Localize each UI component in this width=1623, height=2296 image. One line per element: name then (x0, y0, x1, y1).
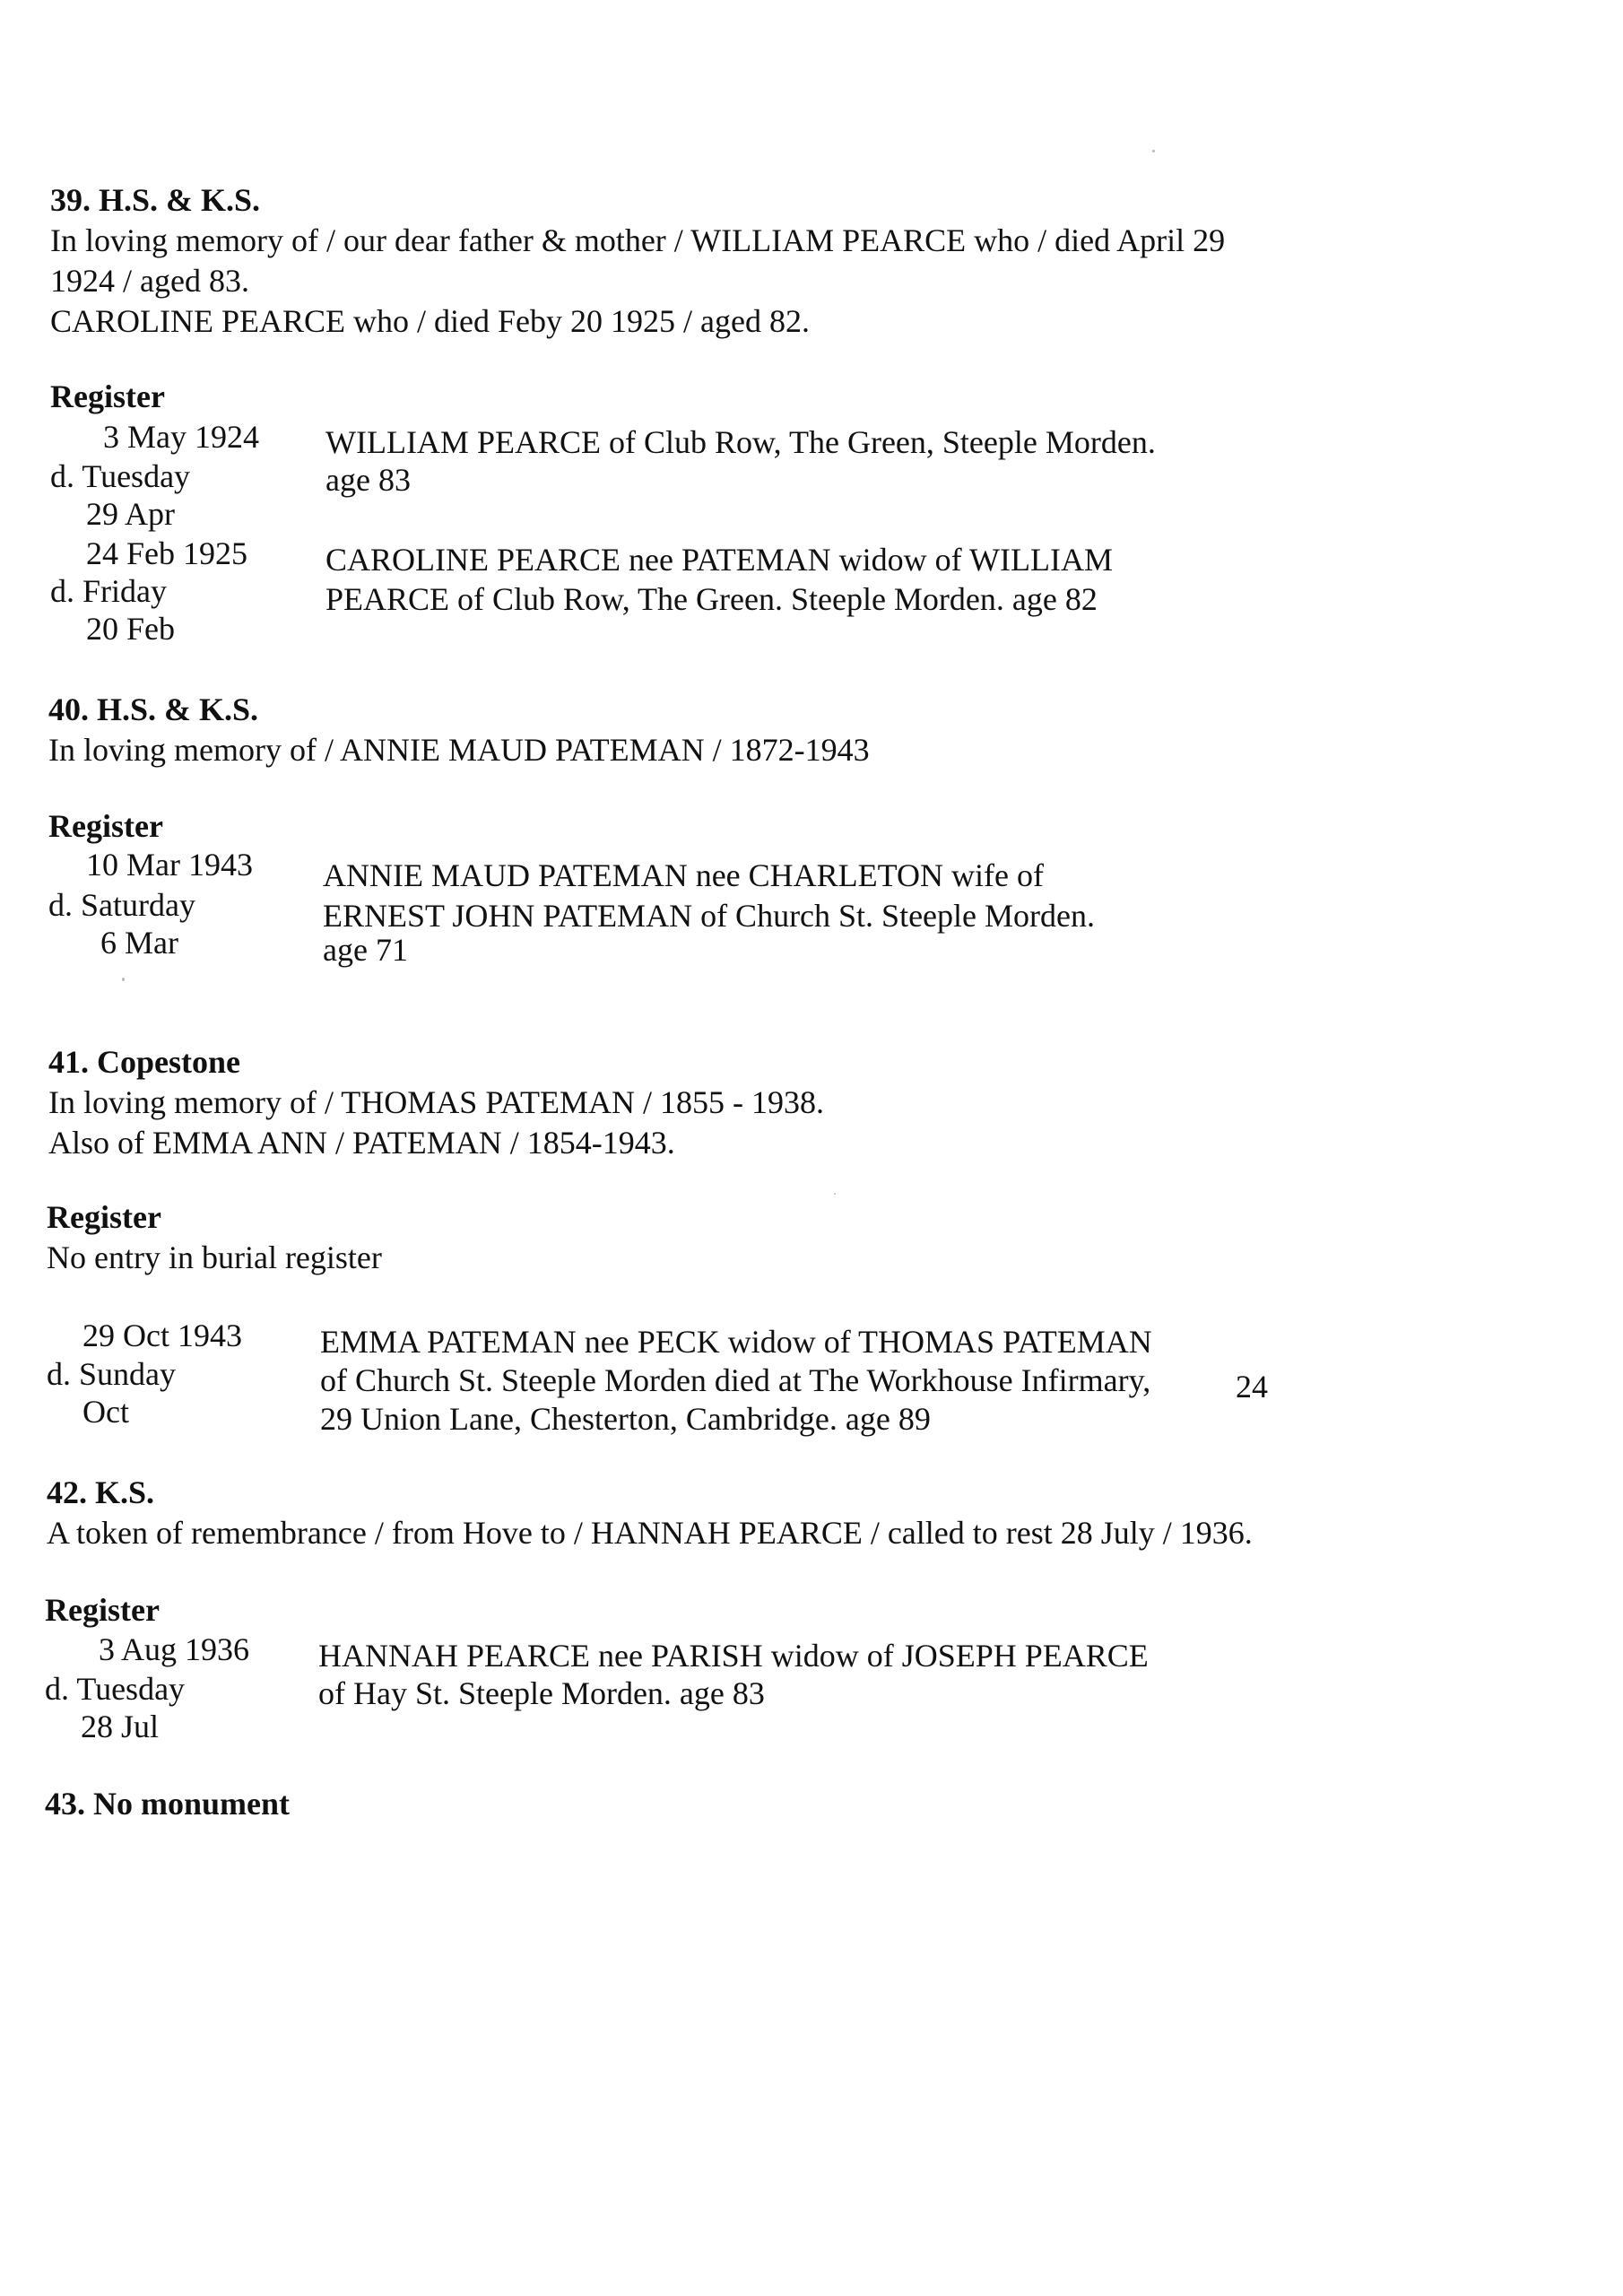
register-detail: CAROLINE PEARCE nee PATEMAN widow of WILLIAM (325, 542, 1113, 578)
register-detail: EMMA PATEMAN nee PECK widow of THOMAS PATEMAN (320, 1324, 1152, 1360)
inscription-line: In loving memory of / ANNIE MAUD PATEMAN / 1872-1943 (48, 732, 870, 768)
inscription-line: A token of remembrance / from Hove to / HANNAH PEARCE / called to rest 28 July / 1936. (47, 1515, 1253, 1551)
entry-heading: 39. H.S. & K.S. (50, 182, 261, 218)
register-death-date: Oct (82, 1394, 129, 1430)
register-date: 3 Aug 1936 (99, 1631, 250, 1667)
register-detail: age 71 (323, 932, 408, 968)
register-detail: ANNIE MAUD PATEMAN nee CHARLETON wife of (323, 857, 1044, 893)
register-death-date: 29 Apr (86, 496, 175, 532)
entry-heading: 43. No monument (45, 1786, 291, 1822)
register-label: Register (50, 378, 165, 414)
register-detail: HANNAH PEARCE nee PARISH widow of JOSEPH PEARCE (318, 1638, 1149, 1674)
register-death-day: d. Sunday (47, 1356, 176, 1392)
inscription-line: 1924 / aged 83. (50, 263, 249, 299)
inscription-line: In loving memory of / our dear father & mother / WILLIAM PEARCE who / died April 29 (50, 222, 1226, 258)
register-detail: PEARCE of Club Row, The Green. Steeple Morden. age 82 (325, 581, 1098, 617)
register-detail: of Hay St. Steeple Morden. age 83 (318, 1675, 765, 1711)
register-date: 24 Feb 1925 (86, 535, 247, 571)
scan-speck (1152, 150, 1155, 152)
register-detail: 29 Union Lane, Chesterton, Cambridge. age 89 (320, 1401, 931, 1437)
inscription-line: In loving memory of / THOMAS PATEMAN / 1855 - 1938. (48, 1084, 825, 1120)
register-death-day: d. Tuesday (45, 1671, 186, 1707)
register-label: Register (45, 1592, 160, 1628)
inscription-line: CAROLINE PEARCE who / died Feby 20 1925 / aged 82. (50, 303, 810, 339)
register-death-date: 6 Mar (100, 925, 178, 961)
margin-number: 24 (1236, 1369, 1268, 1405)
register-date: 29 Oct 1943 (82, 1318, 242, 1353)
register-label: Register (48, 808, 163, 844)
register-note: No entry in burial register (47, 1239, 382, 1275)
register-detail: WILLIAM PEARCE of Club Row, The Green, Steeple Morden. (325, 424, 1156, 460)
register-detail: ERNEST JOHN PATEMAN of Church St. Steeple Morden. (323, 898, 1095, 934)
scan-speck (834, 1193, 836, 1195)
entry-heading: 41. Copestone (48, 1044, 240, 1080)
register-death-date: 28 Jul (81, 1709, 160, 1744)
register-death-day: d. Tuesday (50, 458, 191, 494)
register-detail: age 83 (325, 462, 411, 498)
register-death-date: 20 Feb (86, 611, 175, 647)
register-date: 3 May 1924 (103, 419, 259, 455)
register-label: Register (47, 1199, 161, 1235)
scan-speck (122, 978, 125, 981)
register-death-day: d. Friday (50, 573, 167, 609)
register-date: 10 Mar 1943 (86, 847, 253, 883)
entry-heading: 40. H.S. & K.S. (48, 691, 259, 727)
register-death-day: d. Saturday (48, 887, 195, 923)
register-detail: of Church St. Steeple Morden died at The Workhouse Infirmary, (320, 1362, 1151, 1398)
entry-heading: 42. K.S. (47, 1474, 155, 1510)
inscription-line: Also of EMMA ANN / PATEMAN / 1854-1943. (48, 1125, 675, 1161)
